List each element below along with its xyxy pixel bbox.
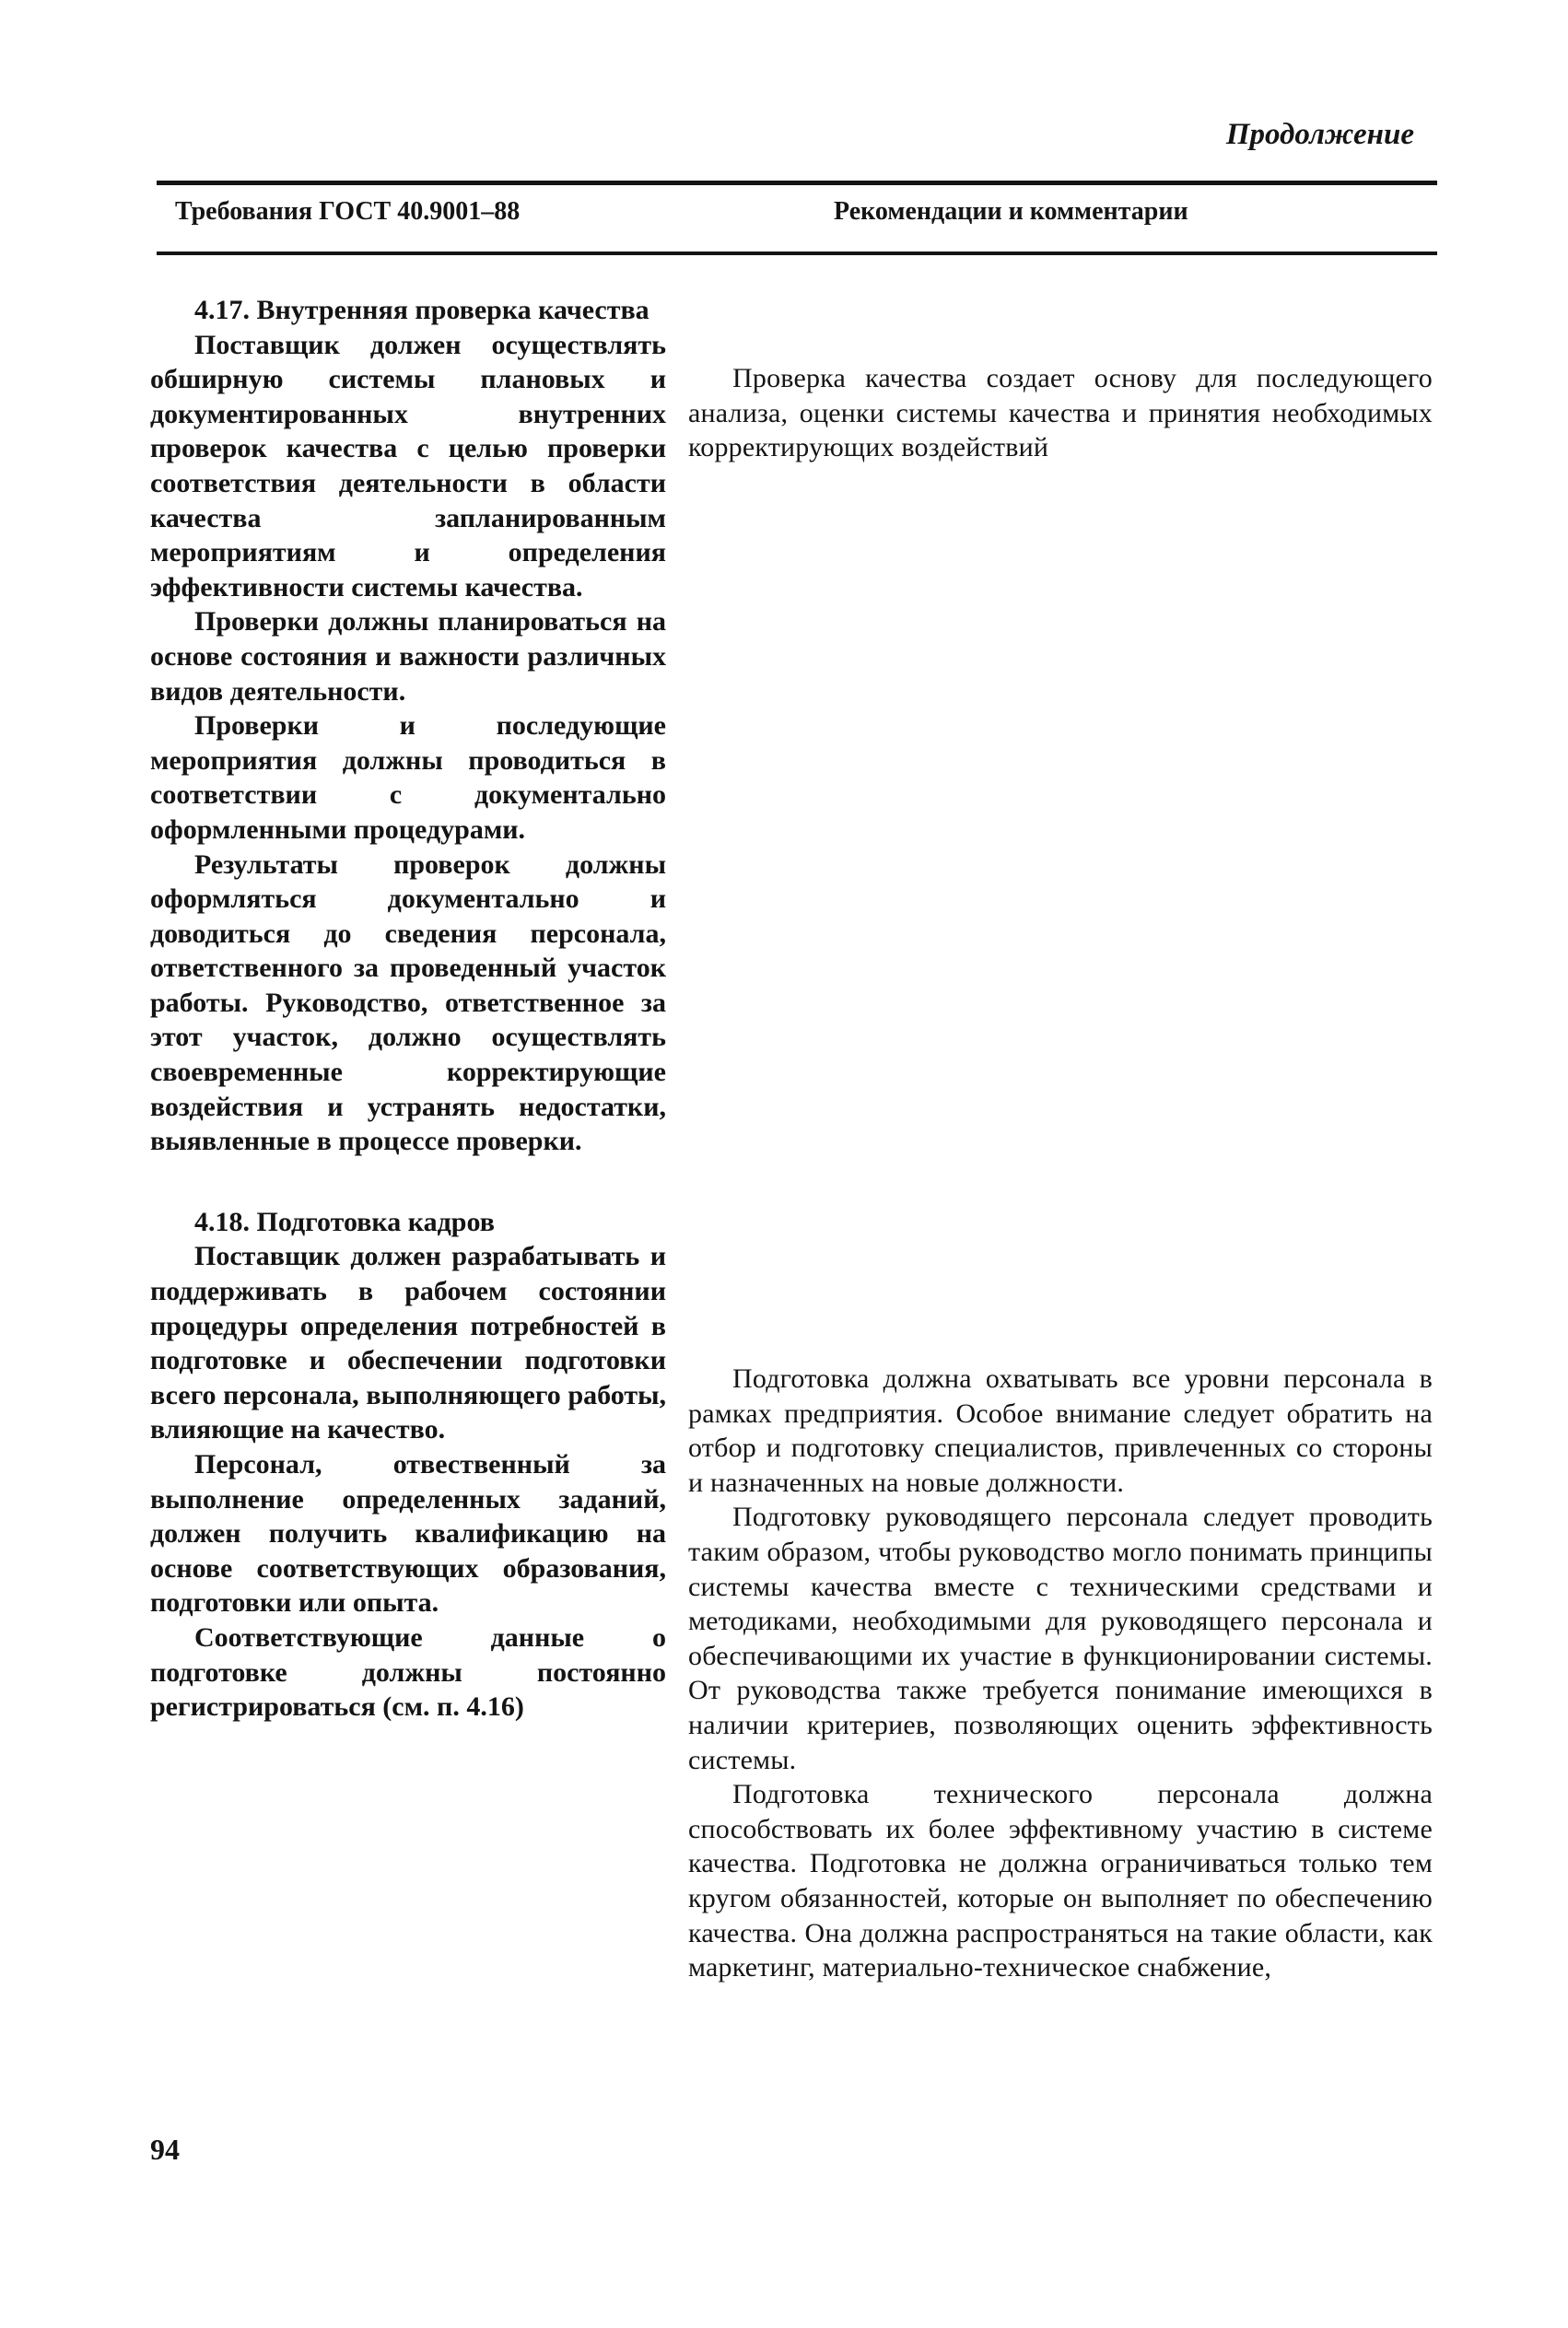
section-4-18-paragraph: Соответствующие данные о подготовке должны постоянно регистрироваться (см. п. 4.16) <box>150 1621 666 1723</box>
section-4-18 <box>150 1205 666 1725</box>
comment-4-17-paragraph: Проверка качества создает основу для последующего анализа, оценки системы качества и принятия необходимых корректирующих воздействий <box>688 363 1433 463</box>
requirements-column <box>150 293 666 1725</box>
section-4-18-paragraph: Поставщик должен разрабатывать и поддерживать в рабочем состоянии процедуры определения потребностей в подготовке и обеспечении подготовки всего персонала, выполняющего работы, влияющие на качество. <box>150 1241 666 1445</box>
continuation-label: Продолжение <box>1225 118 1414 151</box>
section-4-18-paragraph: Персонал, отвественный за выполнение определенных заданий, должен получить квалификацию на основе соответствующих образования, подготовки или опыта. <box>150 1449 666 1619</box>
section-4-17 <box>150 293 666 1159</box>
header-bottom-rule <box>157 252 1437 255</box>
header-top-rule <box>157 181 1437 185</box>
comment-4-18-paragraph: Подготовку руководящего персонала следует проводить таким образом, чтобы руководство могло понимать принципы системы качества вместе с техническими средствами и методиками, необходимыми для руководящего персонала и обеспечивающими их участие в функционировании системы. От руководства также требуется понимание имеющихся в наличии критериев, позволяющих оценить эффективность системы. <box>688 1502 1433 1775</box>
section-4-17-paragraph: Проверки и последующие мероприятия должны проводиться в соответствии с документально оформленными процедурами. <box>150 710 666 845</box>
right-column-title: Рекомендации и комментарии <box>834 197 1188 226</box>
left-column-title: Требования ГОСТ 40.9001–88 <box>175 197 521 226</box>
comment-4-17 <box>688 361 1433 465</box>
comment-4-18 <box>688 1362 1433 1985</box>
section-4-17-paragraph: Результаты проверок должны оформляться документально и доводиться до сведения персонала, ответственного за проведенный участок работы. Руководство, ответственное за этот участок, должно осуществлять своевременные корректирующие воздействия и устранять недостатки, выявленные в процессе проверки. <box>150 848 666 1157</box>
comment-4-18-paragraph: Подготовка технического персонала должна способствовать их более эффективному участию в системе качества. Подготовка не должна ограничиваться только тем кругом обязанностей, которые он выполняет по обеспечению качества. Она должна распространяться на такие области, как маркетинг, материально-техническое снабжение, <box>688 1779 1433 1983</box>
section-4-17-title: 4.17. Внутренняя проверка качества <box>194 295 649 325</box>
section-4-17-paragraph: Проверки должны планироваться на основе состояния и важности различных видов деятельности. <box>150 606 666 707</box>
section-4-18-title: 4.18. Подготовка кадров <box>194 1206 495 1237</box>
section-4-17-paragraph: Поставщик должен осуществлять обширную системы плановых и документированных внутренних проверок качества с целью проверки соответствия деятельности в области качества запланированным мероприятиям и определения эффективности системы качества. <box>150 329 666 602</box>
page-number: 94 <box>150 2133 180 2166</box>
comment-4-18-paragraph: Подготовка должна охватывать все уровни персонала в рамках предприятия. Особое внимание следует обратить на отбор и подготовку специалистов, привлеченных со стороны и назначенных на новые должности. <box>688 1363 1433 1498</box>
